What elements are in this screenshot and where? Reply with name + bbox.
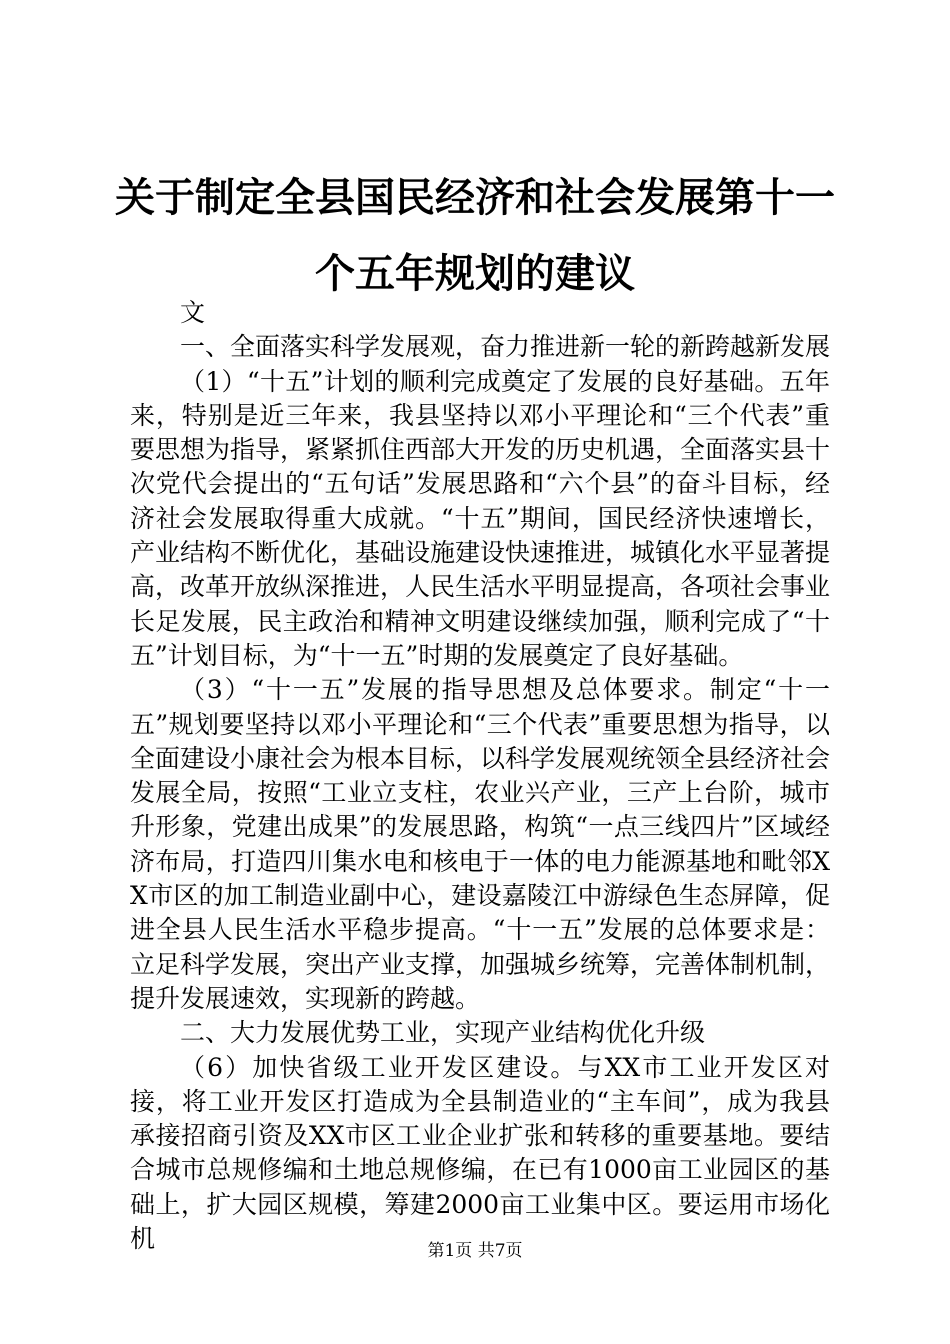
paragraph-item-6: （6）加快省级工业开发区建设。与XX市工业开发区对接，将工业开发区打造成为全县制造业的“主车间”，成为我县承接招商引资及XX市区工业企业扩张和转移的重要基地。要结合城市总规修编和土地总规修编，在已有1000亩工业园区的基础上，扩大园区规模，筹建2000亩工业集中区。要运用市场化机 [130, 1052, 830, 1254]
section-heading-1: 一、全面落实科学发展观，奋力推进新一轮的新跨越新发展 [180, 332, 831, 362]
paragraph-item-3: （3）“十一五”发展的指导思想及总体要求。制定“十一五”规划要坚持以邓小平理论和“三个代表”重要思想为指导，以全面建设小康社会为根本目标，以科学发展观统领全县经济社会发展全局，按照“工业立支柱，农业兴产业，三产上台阶，城市升形象，党建出成果”的发展思路，构筑“一点三线四片”区域经济布局，打造四川集水电和核电于一体的电力能源基地和毗邻XX市区的加工制造业副中心，建设嘉陵江中游绿色生态屏障，促进全县人民生活水平稳步提高。“十一五”发展的总体要求是：立足科学发展，突出产业支撑，加强城乡统筹，完善体制机制，提升发展速效，实现新的跨越。 [130, 675, 831, 1013]
paragraph-wen: 文 [180, 298, 206, 327]
document-body [130, 296, 830, 1256]
document-title: 关于制定全县国民经济和社会发展第十一个五年规划的建议 [115, 174, 835, 297]
paragraph-item-1: （1）“十五”计划的顺利完成奠定了发展的良好基础。五年来，特别是近三年来，我县坚持以邓小平理论和“三个代表”重要思想为指导，紧紧抓住西部大开发的历史机遇，全面落实县十次党代会提出的“五句话”发展思路和“六个县”的奋斗目标，经济社会发展取得重大成就。“十五”期间，国民经济快速增长，产业结构不断优化，基础设施建设快速推进，城镇化水平显著提高，改革开放纵深推进，人民生活水平明显提高，各项社会事业长足发展，民主政治和精神文明建设继续加强，顺利完成了“十五”计划目标，为“十一五”时期的发展奠定了良好基础。 [130, 366, 831, 670]
page-footer: 第1页 共7页 [427, 1241, 523, 1261]
section-heading-2: 二、大力发展优势工业，实现产业结构优化升级 [180, 1018, 706, 1048]
